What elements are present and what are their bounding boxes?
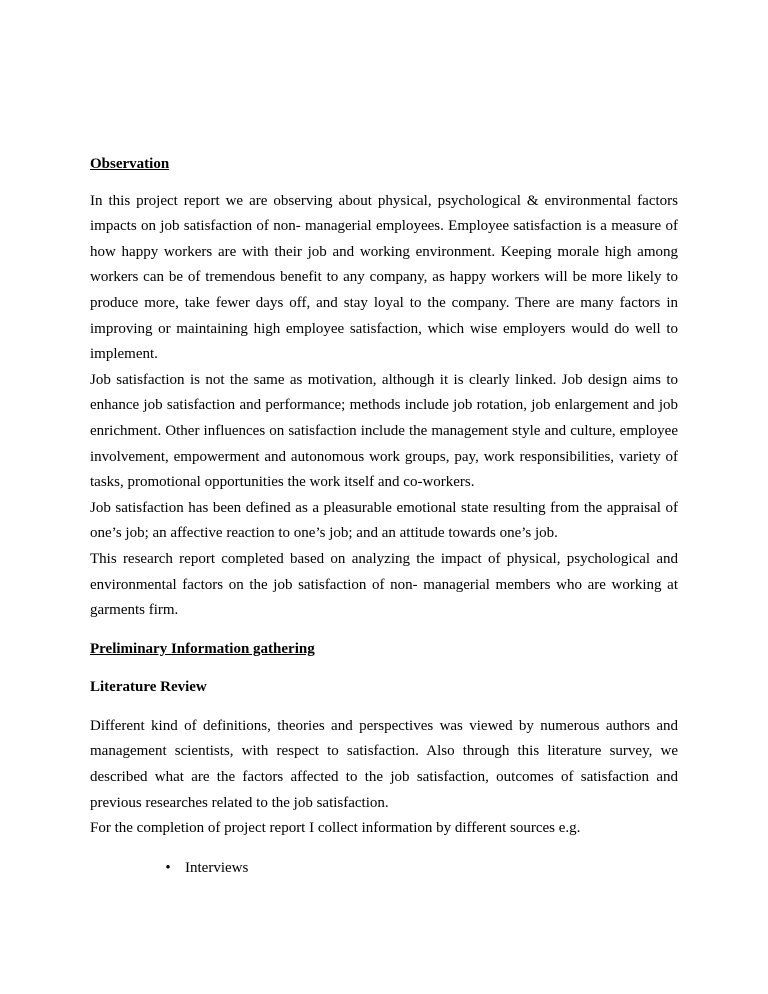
list-item-text: Interviews [185,859,249,876]
observation-paragraph-3: Job satisfaction has been defined as a pleasurable emotional state resulting from the appraisal of one’s job; an affective reaction to one’s job; and an attitude towards one’s job. [90,499,678,542]
bullet-icon: • [165,859,171,876]
observation-heading: Observation [90,156,170,172]
page-content [90,152,678,881]
literature-review-paragraph-1: Different kind of definitions, theories and perspectives was viewed by numerous authors and management scientists, with respect to satisfaction. Also through this literature survey, we described what are the factors affected to the job satisfaction, outcomes of satisfaction and previous researches related to the job satisfaction. [90,717,678,811]
observation-paragraph-1: In this project report we are observing about physical, psychological & environmental factors impacts on job satisfaction of non- managerial employees. Employee satisfaction is a measure of how happy workers are with their job and working environment. Keeping morale high among workers can be of tremendous benefit to any company, as happy workers will be more likely to produce more, take fewer days off, and stay loyal to the company. There are many factors in improving or maintaining high employee satisfaction, which wise employers would do well to implement. [90,192,678,363]
preliminary-information-heading: Preliminary Information gathering [90,640,315,657]
observation-paragraph-4: This research report completed based on analyzing the impact of physical, psychological and environmental factors on the job satisfaction of non- managerial members who are working at garments firm. [90,550,678,619]
observation-paragraph-2: Job satisfaction is not the same as motivation, although it is clearly linked. Job design aims to enhance job satisfaction and performance; methods include job rotation, job enlargement and job enrichment. Other influences on satisfaction include the management style and culture, employee involvement, empowerment and autonomous work groups, pay, work responsibilities, variety of tasks, promotional opportunities the work itself and co-workers. [90,371,678,491]
literature-review-paragraph-2: For the completion of project report I collect information by different sources e.g. [90,820,581,837]
list-item [90,856,678,882]
literature-review-heading: Literature Review [90,679,207,696]
sources-list [90,856,678,882]
